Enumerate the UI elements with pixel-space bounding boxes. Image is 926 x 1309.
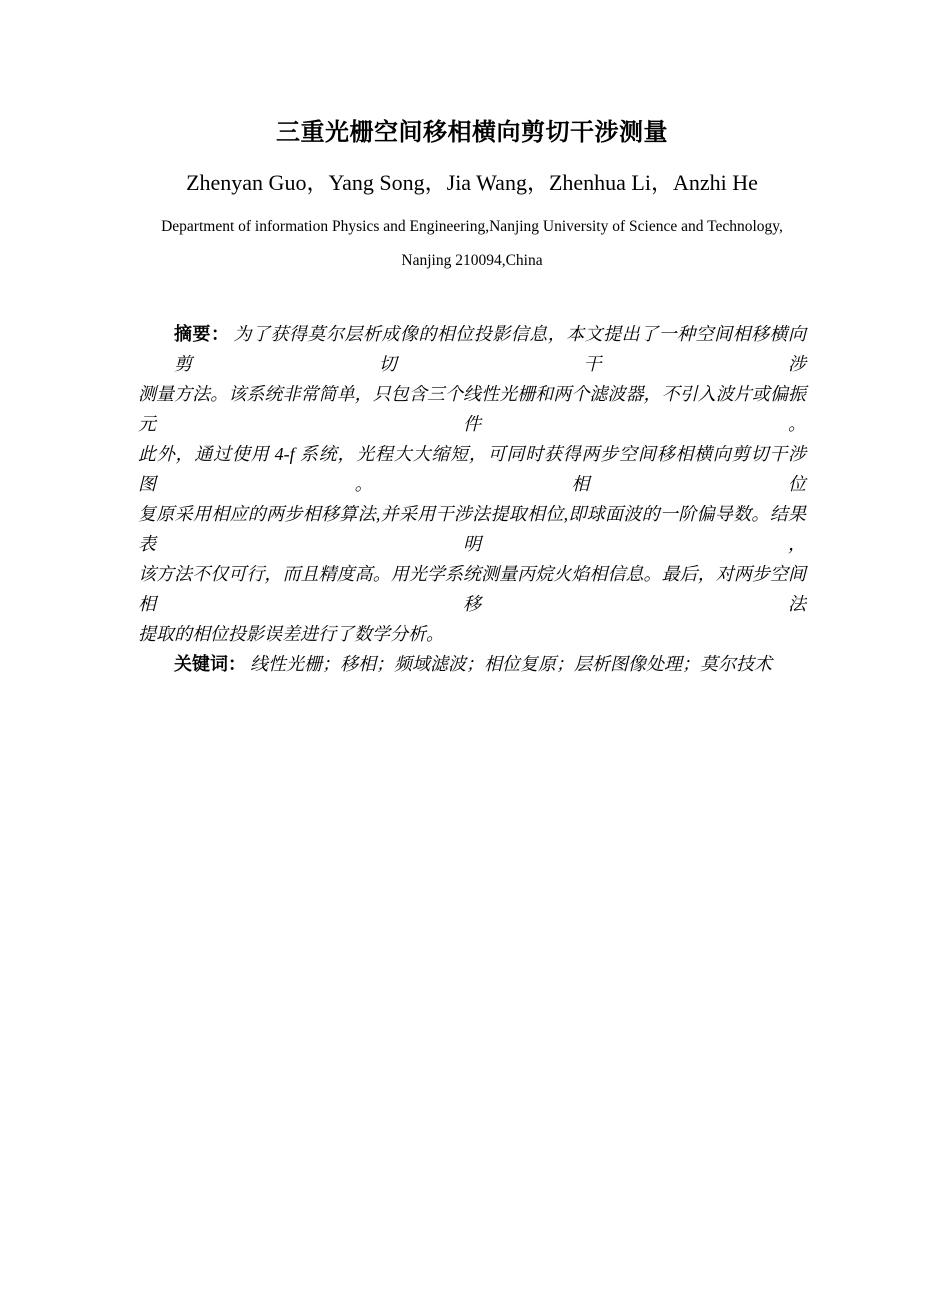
abstract-line: 复原采用相应的两步相移算法,并采用干涉法提取相位,即球面波的一阶偏导数。结果表明， bbox=[138, 504, 806, 554]
abstract-line: 该方法不仅可行，而且精度高。用光学系统测量丙烷火焰相信息。最后，对两步空间相移法 bbox=[138, 564, 806, 614]
authors-line: Zhenyan Guo，Yang Song，Jia Wang，Zhenhua Li，Anzhi He bbox=[186, 170, 758, 195]
keywords-text: 线性光栅；移相；频域滤波；相位复原；层析图像处理；莫尔技术 bbox=[250, 654, 772, 674]
affiliation-line-1: Department of information Physics and Engineering,Nanjing University of Science and Technology, bbox=[161, 218, 783, 235]
keywords-line bbox=[138, 649, 806, 679]
keywords-label: 关键词： bbox=[174, 654, 246, 674]
abstract-line: 此外，通过使用 4-f 系统，光程大大缩短，可同时获得两步空间移相横向剪切干涉图。相位 bbox=[138, 444, 806, 494]
paper-title: 三重光栅空间移相横向剪切干涉测量 bbox=[276, 119, 668, 146]
abstract-line: 测量方法。该系统非常简单，只包含三个线性光栅和两个滤波器，不引入波片或偏振元件。 bbox=[138, 384, 806, 434]
abstract-label: 摘要： bbox=[174, 324, 230, 344]
abstract-text: 为了获得莫尔层析成像的相位投影信息，本文提出了一种空间相移横向剪切干涉 bbox=[174, 324, 807, 374]
abstract-line: 提取的相位投影误差进行了数学分析。 bbox=[138, 624, 444, 644]
abstract-paragraph bbox=[138, 319, 806, 649]
affiliation-line-2: Nanjing 210094,China bbox=[401, 252, 543, 269]
page-content bbox=[138, 0, 806, 679]
abstract-line bbox=[138, 319, 806, 379]
